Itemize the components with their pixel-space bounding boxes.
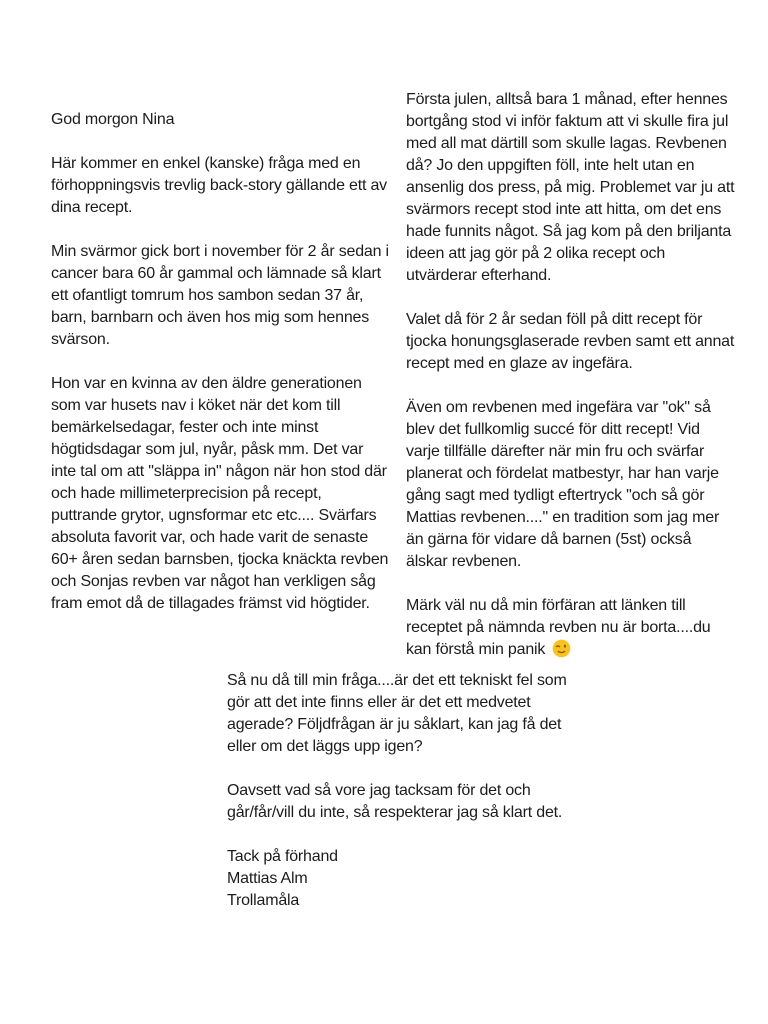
signature-block [227, 846, 572, 912]
wink-emoji-icon [552, 639, 571, 658]
paragraph: Första julen, alltså bara 1 månad, efter hennes bortgång stod vi inför faktum att vi skulle fira jul med all mat därtill som skulle lagas. Revbenen då? Jo den uppgiften föll, inte helt utan en ansenlig dos press, på mig. Problemet var ju att svärmors recept stod inte att hitta, om det ens hade funnits något. Så jag kom på den briljanta ideen att jag gör på 2 olika recept och utvärderar efterhand. [406, 91, 735, 284]
signature-location: Trollamåla [227, 892, 300, 909]
paragraph: Min svärmor gick bort i november för 2 år sedan i cancer bara 60 år gammal och lämnade så klart ett ofantligt tomrum hos sambon sedan 37 år, barn, barnbarn och även hos mig som hennes svärson. [51, 243, 389, 348]
paragraph-panic [406, 595, 736, 661]
left-column [51, 109, 391, 615]
greeting: God morgon Nina [51, 111, 175, 128]
paragraph: Hon var en kvinna av den äldre generationen som var husets nav i köket när det kom till bemärkelsedagar, fester och inte minst högtidsdagar som jul, nyår, påsk mm. Det var inte tal om att "släppa in" någon när hon stod där och hade millimeterprecision på recept, puttrande grytor, ugnsformar etc etc.... Svärfars absoluta favorit var, och hade varit de senaste 60+ åren sedan barnsben, tjocka knäckta revben och Sonjas revben var något han verkligen såg fram emot då de tillagades främst vid högtider. [51, 375, 389, 612]
right-column [406, 89, 736, 661]
paragraph: Även om revbenen med ingefära var "ok" så blev det fullkomlig succé för ditt recept! Vid varje tillfälle därefter när min fru och svärfar planerat och fördelat matbestyr, har han varje gång sagt med tydligt eftertryck "och så gör Mattias revbenen...." en tradition som jag mer än gärna för vidare då barnen (5st) också älskar revbenen. [406, 399, 720, 570]
paragraph: Här kommer en enkel (kanske) fråga med en förhoppningsvis trevlig back-story gällande ett av dina recept. [51, 155, 387, 216]
bottom-section [227, 670, 572, 912]
signoff: Tack på förhand [227, 848, 338, 865]
signature-name: Mattias Alm [227, 870, 308, 887]
paragraph: Valet då för 2 år sedan föll på ditt recept för tjocka honungsglaserade revben samt ett annat recept med en glaze av ingefära. [406, 311, 735, 372]
paragraph: Oavsett vad så vore jag tacksam för det och går/får/vill du inte, så respekterar jag så klart det. [227, 782, 563, 821]
paragraph-text: Märk väl nu då min förfäran att länken till receptet på nämnda revben nu är borta....du kan förstå min panik [406, 597, 711, 658]
paragraph: Så nu då till min fråga....är det ett tekniskt fel som gör att det inte finns eller är det ett medvetet agerade? Följdfrågan är ju såklart, kan jag få det eller om det läggs upp igen? [227, 672, 567, 755]
